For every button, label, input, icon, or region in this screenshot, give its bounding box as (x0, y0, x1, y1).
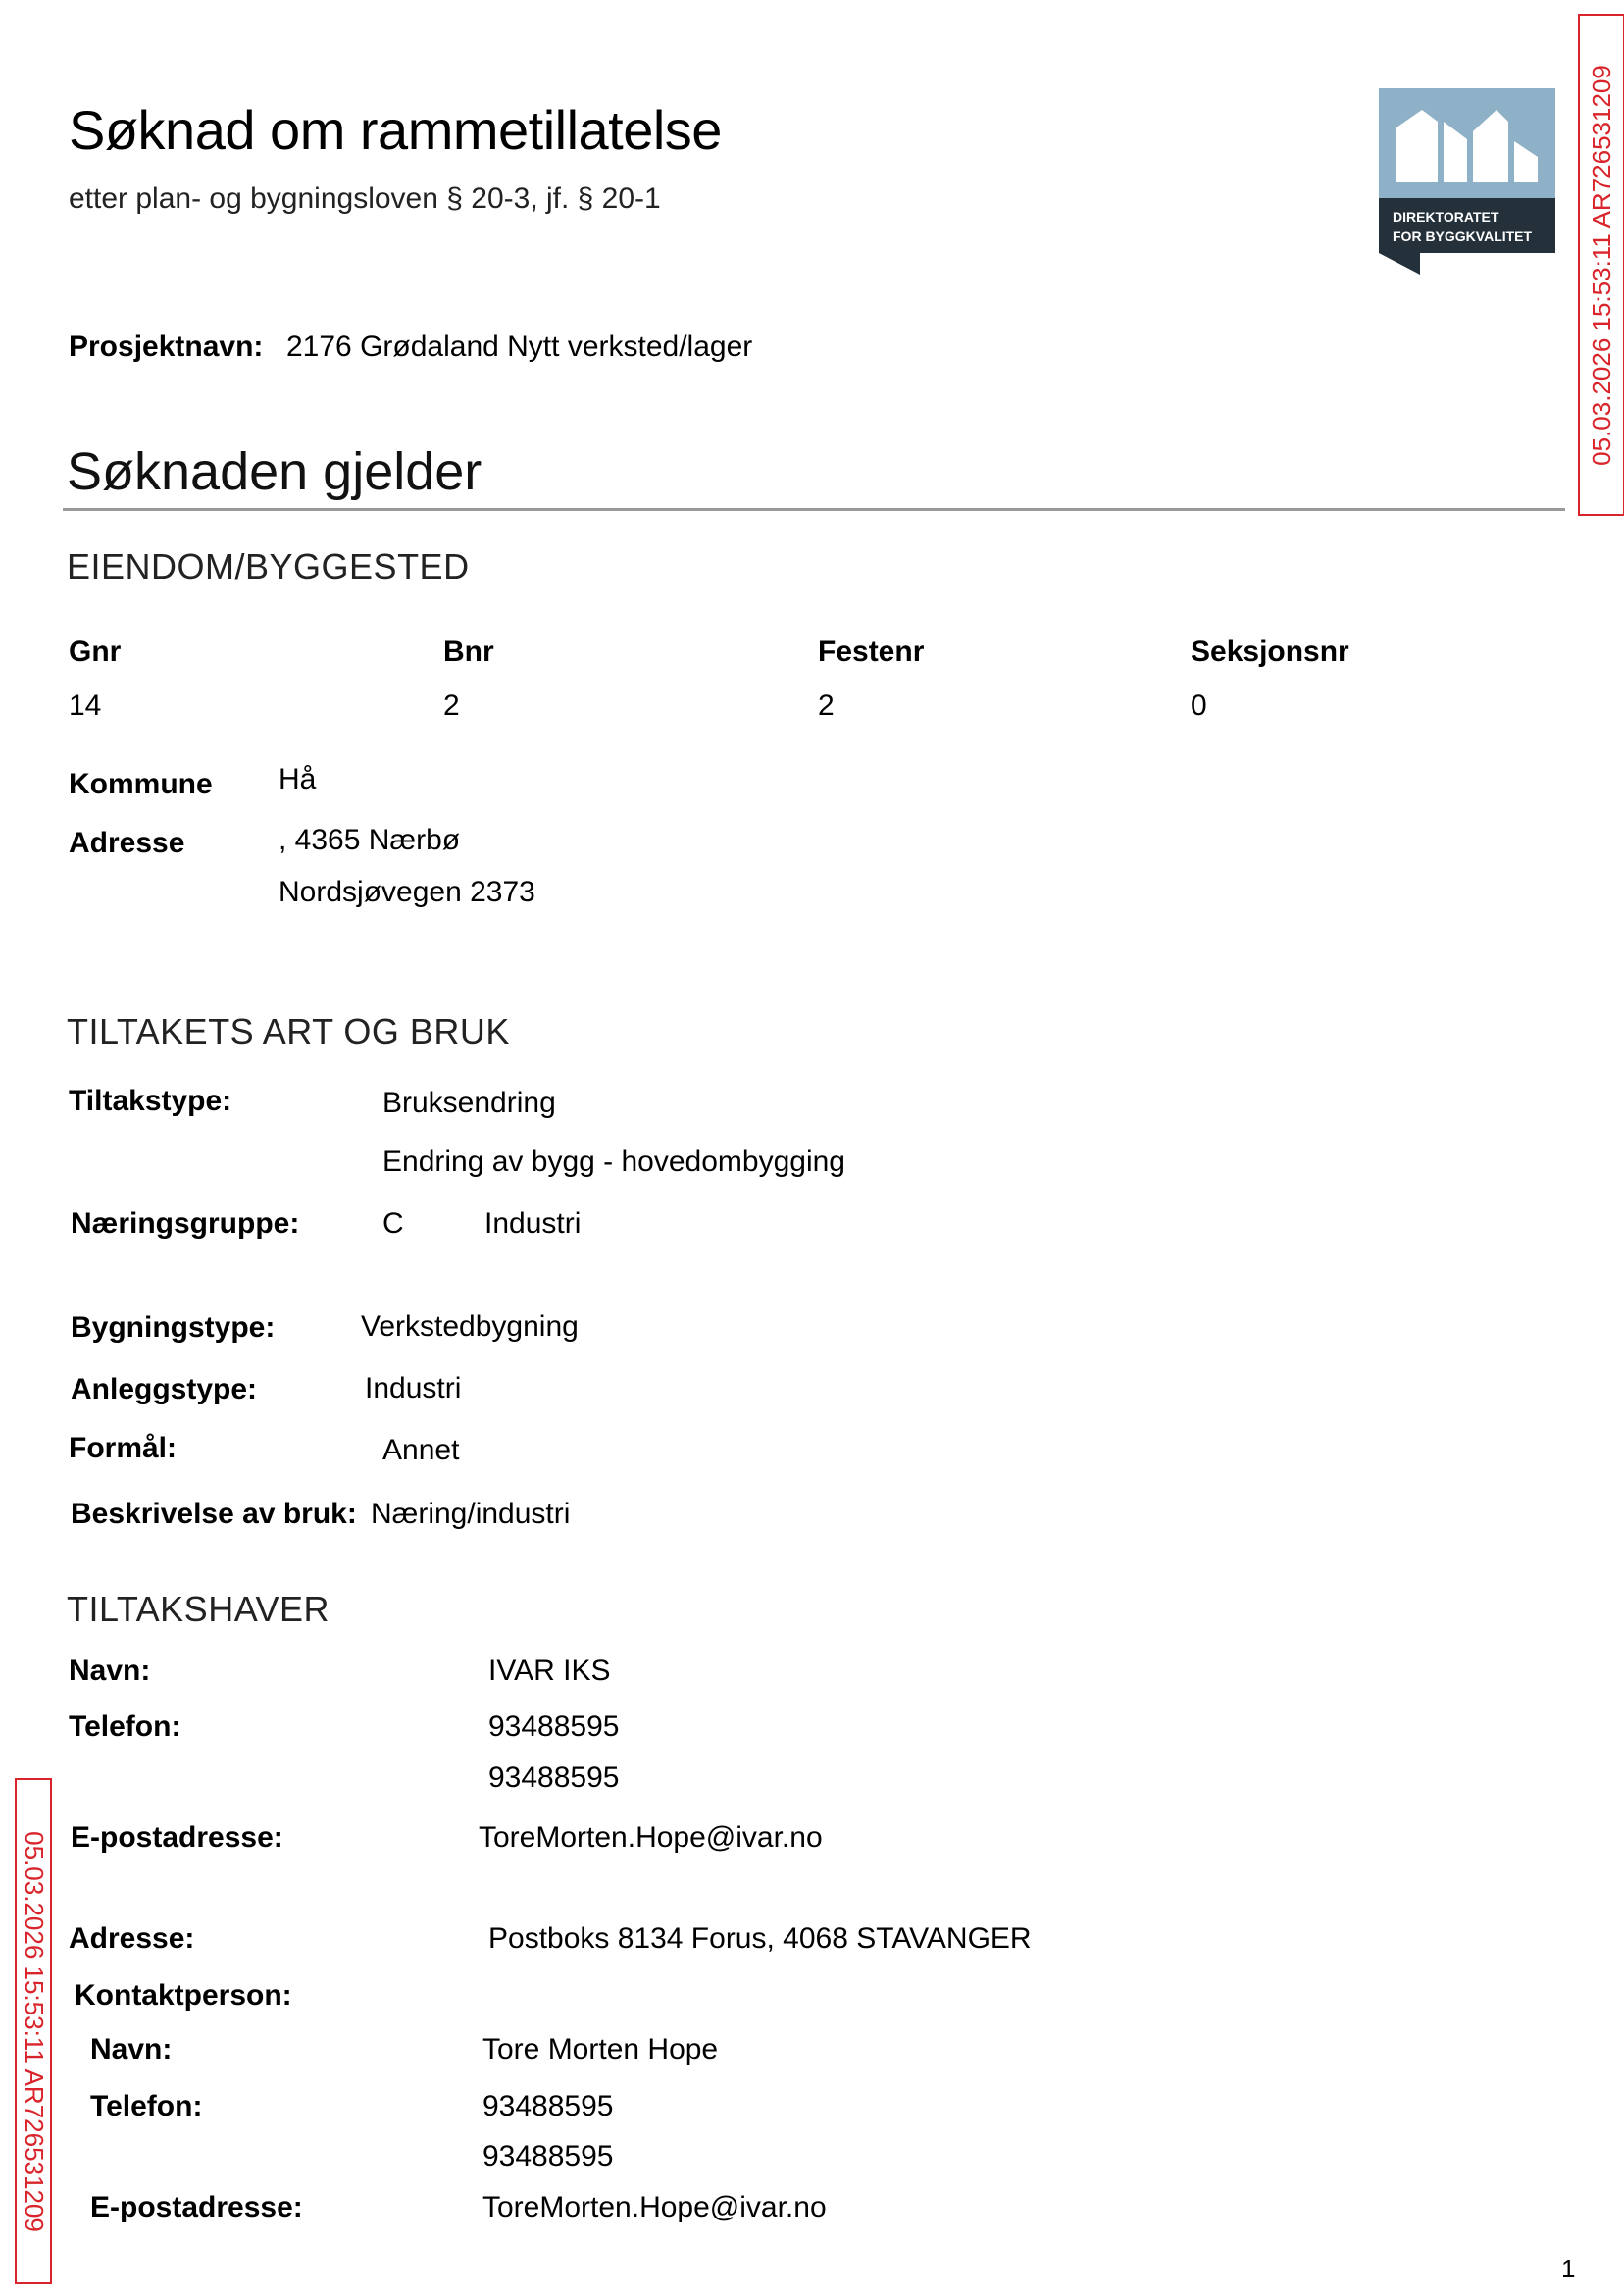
stamp-text-right: 05.03.2026 15:53:11 AR726531209 (1586, 64, 1616, 466)
kontakt-epost-value: ToreMorten.Hope@ivar.no (482, 2191, 827, 2223)
adresse-label: Adresse (69, 827, 185, 859)
tiltakstype-value-1: Bruksendring (382, 1087, 556, 1119)
tiltak-heading: TILTAKETS ART OG BRUK (67, 1011, 510, 1051)
document-title: Søknad om rammetillatelse (69, 99, 722, 161)
beskrivelse-value: Næring/industri (371, 1498, 571, 1530)
section-heading: Søknaden gjelder (67, 442, 482, 501)
tiltakshaver-navn-value: IVAR IKS (488, 1655, 611, 1687)
anleggstype-value: Industri (365, 1372, 462, 1404)
tiltakstype-label: Tiltakstype: (69, 1085, 232, 1117)
bygningstype-label: Bygningstype: (71, 1311, 276, 1344)
adresse-line-2: Nordsjøvegen 2373 (279, 876, 535, 908)
kontakt-telefon-1: 93488595 (482, 2090, 614, 2122)
project-name-value: 2176 Grødaland Nytt verksted/lager (286, 331, 753, 363)
tiltakshaver-telefon-label: Telefon: (69, 1710, 181, 1743)
project-name-label: Prosjektnavn: (69, 331, 264, 363)
festenr-value: 2 (818, 689, 835, 722)
adresse-line-1: , 4365 Nærbø (279, 824, 461, 856)
tiltakshaver-telefon-2: 93488595 (488, 1761, 620, 1794)
logo-text-1: DIREKTORATET (1393, 209, 1499, 225)
kontakt-telefon-2: 93488595 (482, 2140, 614, 2172)
kontakt-navn-label: Navn: (90, 2033, 173, 2065)
formal-label: Formål: (69, 1432, 178, 1464)
document-subtitle: etter plan- og bygningsloven § 20-3, jf. § 20-1 (69, 182, 661, 215)
anleggstype-label: Anleggstype: (71, 1373, 258, 1405)
beskrivelse-label: Beskrivelse av bruk: (71, 1498, 357, 1530)
dibk-logo-icon (1379, 88, 1555, 275)
tiltakshaver-adresse-label: Adresse: (69, 1922, 195, 1955)
tiltakshaver-epost-label: E-postadresse: (71, 1821, 283, 1854)
tiltakstype-value-2: Endring av bygg - hovedombygging (382, 1146, 845, 1178)
kontakt-telefon-label: Telefon: (90, 2090, 203, 2122)
stamp-text-left: 05.03.2026 15:53:11 AR726531209 (19, 1830, 49, 2232)
seksjonsnr-label: Seksjonsnr (1191, 636, 1349, 668)
formal-value: Annet (382, 1434, 460, 1466)
kontakt-epost-label: E-postadresse: (90, 2191, 303, 2223)
kontaktperson-label: Kontaktperson: (75, 1979, 292, 2012)
tiltakshaver-navn-label: Navn: (69, 1655, 151, 1687)
naeringsgruppe-label: Næringsgruppe: (71, 1207, 300, 1240)
gnr-value: 14 (69, 689, 102, 722)
festenr-label: Festenr (818, 636, 925, 668)
tiltakshaver-adresse-value: Postboks 8134 Forus, 4068 STAVANGER (488, 1922, 1032, 1955)
timestamp-stamp-left (15, 1778, 52, 2284)
dibk-logo (1379, 88, 1555, 275)
section-divider (63, 508, 1565, 511)
timestamp-stamp-right (1578, 14, 1624, 516)
kommune-value: Hå (279, 763, 317, 795)
seksjonsnr-value: 0 (1191, 689, 1207, 722)
logo-text-2: FOR BYGGKVALITET (1393, 229, 1533, 244)
tiltakshaver-telefon-1: 93488595 (488, 1710, 620, 1743)
property-heading: EIENDOM/BYGGESTED (67, 546, 470, 586)
naeringsgruppe-value: Industri (484, 1207, 582, 1240)
bnr-value: 2 (443, 689, 460, 722)
naeringsgruppe-code: C (382, 1207, 404, 1240)
tiltakshaver-epost-value: ToreMorten.Hope@ivar.no (479, 1821, 823, 1854)
kontakt-navn-value: Tore Morten Hope (482, 2033, 719, 2065)
page-number: 1 (1561, 2254, 1576, 2283)
tiltakshaver-heading: TILTAKSHAVER (67, 1589, 330, 1629)
bnr-label: Bnr (443, 636, 494, 668)
gnr-label: Gnr (69, 636, 122, 668)
bygningstype-value: Verkstedbygning (361, 1310, 579, 1343)
kommune-label: Kommune (69, 768, 213, 800)
